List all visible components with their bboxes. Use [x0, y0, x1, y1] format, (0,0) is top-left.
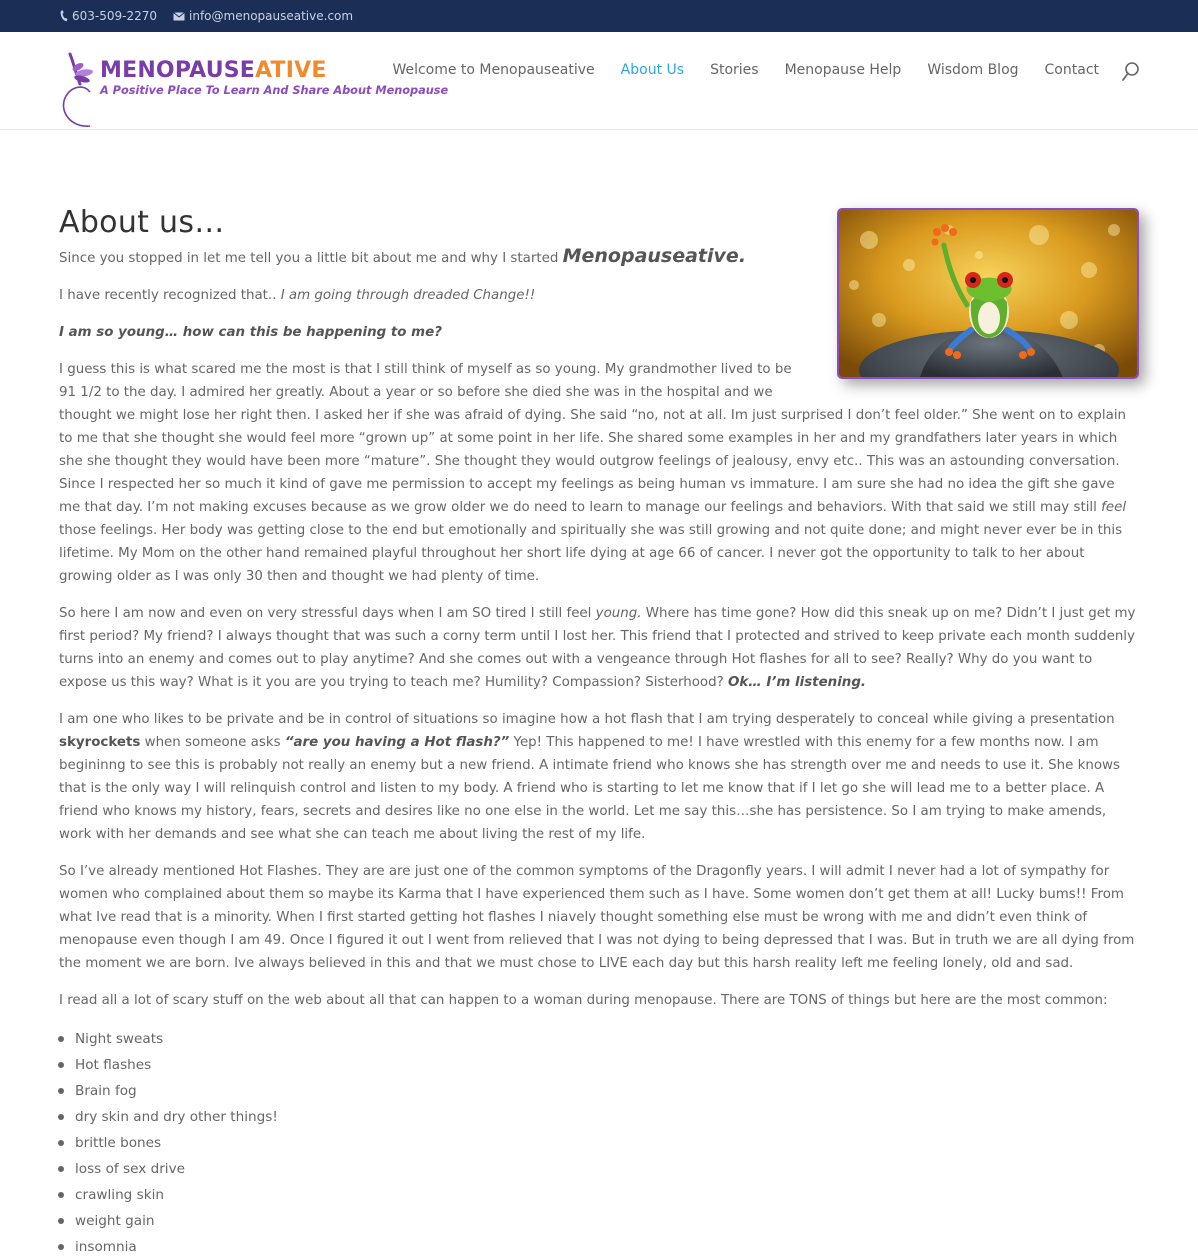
logo-wordmark-part1: MENOPAUSE [100, 58, 256, 83]
logo-tagline: A Positive Place To Learn And Share About Menopause [100, 84, 449, 97]
email-contact[interactable] [173, 9, 353, 23]
nav-item-wisdom-blog[interactable]: Wisdom Blog [927, 62, 1019, 78]
top-bar [0, 0, 1198, 32]
phone-icon [60, 10, 68, 22]
nav-item-contact[interactable]: Contact [1044, 62, 1099, 78]
paragraph-8: I read all a lot of scary stuff on the web about all that can happen to a woman during menopause. There are TONS of things but here are the most common: [59, 993, 1108, 1008]
paragraph-7: So I’ve already mentioned Hot Flashes. They are are just one of the common symptoms of the Dragonfly years. I will admit I never had a lot of sympathy for women who complained about them so maybe its Karma that I have experienced them such as I have. Some women don’t get them at all! Lucky bums!! From what Ive read that is a minority. When I first started getting hot flashes I niavely thought something else must be wrong with me and didn’t even think of menopause even though I am 49. Once I figured it out I went from relieved that I was not dying to being depressed that I was. But in truth we are all dying from the moment we are born. Ive always believed in this and that we must chose to LIVE each day but this harsh reality left me feeling lonely, old and sad. [59, 864, 1135, 971]
phone-number[interactable]: 603-509-2270 [72, 9, 158, 23]
list-item: loss of sex drive [59, 1156, 1139, 1182]
symptoms-list [59, 1026, 1139, 1260]
paragraph-4 [59, 358, 1139, 588]
list-item: Brain fog [59, 1078, 1139, 1104]
frog-photo [837, 208, 1139, 379]
nav-item-welcome[interactable]: Welcome to Menopauseative [392, 62, 595, 78]
list-item: dry skin and dry other things! [59, 1104, 1139, 1130]
main-nav [392, 62, 1099, 78]
search-button[interactable] [1122, 62, 1140, 86]
p4-text-b: those feelings. Her body was getting close to the end but emotionally and spiritually she was still growing and not quite done; and might never ever be in this lifetime. My Mom on the other hand remained playful throughout her short life dying at age 66 of cancer. I never got the opportunity to talk to her about growing older as I was only 30 then and thought we had plenty of time. [59, 523, 1123, 584]
paragraph-5 [59, 602, 1139, 694]
nav-item-menopause-help[interactable]: Menopause Help [784, 62, 902, 78]
p6-text-c: Yep! This happened to me! I have wrestled with this enemy for a few months now. I am begininng to see this is probably not really an enemy but a new friend. A intimate friend who knows she has strength over me and needs to use it. She knows that is the only way I will relinquish control and listen to my body. A friend who is starting to let me know that if I let go she will lead me to a better place. A friend who knows my history, fears, secrets and desires like no one else in the world. Let me say this…she has persistence. So I am trying to make amends, work with her demands and see what she can teach me about living the rest of my life. [59, 735, 1120, 842]
list-item: weight gain [59, 1208, 1139, 1234]
p5-text-a: So here I am now and even on very stressful days when I am SO tired I still feel [59, 606, 596, 621]
main-content [59, 205, 1139, 1260]
p2-emphasis: I am going through dreaded Change!! [280, 288, 536, 303]
p4-emphasis: feel [1101, 500, 1127, 515]
nav-item-stories[interactable]: Stories [710, 62, 759, 78]
p6-text-b: when someone asks [140, 735, 285, 750]
list-item: Night sweats [59, 1026, 1139, 1052]
nav-item-about-us[interactable]: About Us [620, 62, 685, 78]
p6-bold-italic: “are you having a Hot flash?” [284, 735, 510, 750]
intro-period: . [738, 245, 747, 267]
p4-text-a: I guess this is what scared me the most is that I still think of myself as so young. My grandmother lived to be 91 1/2 to the day. I admired her greatly. About a year or so before she died she was in the hospital and we thought we might lose her right then. I asked her if she was afraid of dying. She said “no, not at all. Im just surprised I don’t feel older.” She went on to explain to me that she thought she would feel more “grown up” at some point in her life. She shared some examples in her and my grandfathers later years in which she she thought they would have been more “mature”. She thought they would outgrow feelings of jealousy, envy etc.. This was an astounding conversation. Since I respected her so much it kind of gave me permission to accept my feelings as being human vs immature. I am sure she had no idea the gift she gave me that day. I’m not making excuses because as we grow older we do need to learn to manage our feelings and behaviors. With that said we still may still [59, 362, 1127, 515]
list-item: Hot flashes [59, 1052, 1139, 1078]
logo-wordmark [100, 58, 327, 83]
logo-wordmark-part2: ATIVE [255, 58, 327, 83]
list-item: brittle bones [59, 1130, 1139, 1156]
paragraph-6 [59, 708, 1139, 846]
p5-bold-italic: Ok… I’m listening. [728, 675, 866, 690]
site-header [0, 32, 1198, 130]
page-title: About us… [59, 205, 225, 240]
p5-text-b: Where has time gone? How did this sneak up on me? Didn’t I just get my first period? My friend? I always thought that was such a corny term until I lost her. This friend that I protected and strived to keep private each month suddenly turns into an enemy and comes out to play anytime? And she comes out with a vengeance through Hot flashes for all to see? Really? Why do you want to expose us this way? What is it you are you trying to teach me? Humility? Compassion? Sisterhood? [59, 606, 1136, 690]
phone-contact[interactable] [60, 9, 157, 23]
waving-frog-image [839, 210, 1137, 377]
email-address[interactable]: info@menopauseative.com [189, 9, 354, 23]
list-item: crawling skin [59, 1182, 1139, 1208]
p2-text: I have recently recognized that.. [59, 288, 281, 303]
paragraph-3: I am so young… how can this be happening to me? [59, 325, 442, 340]
envelope-icon [173, 12, 185, 21]
list-item: insomnia [59, 1234, 1139, 1260]
intro-brand-name: Menopauseative [562, 245, 739, 267]
p5-emphasis: young. [595, 606, 642, 621]
search-icon [1122, 62, 1140, 82]
p6-bold: skyrockets [59, 735, 141, 750]
intro-text: Since you stopped in let me tell you a little bit about me and why I started [59, 251, 563, 266]
p6-text-a: I am one who likes to be private and be in control of situations so imagine how a hot flash that I am trying desperately to conceal while giving a presentation [59, 712, 1115, 727]
site-logo[interactable] [60, 52, 449, 130]
